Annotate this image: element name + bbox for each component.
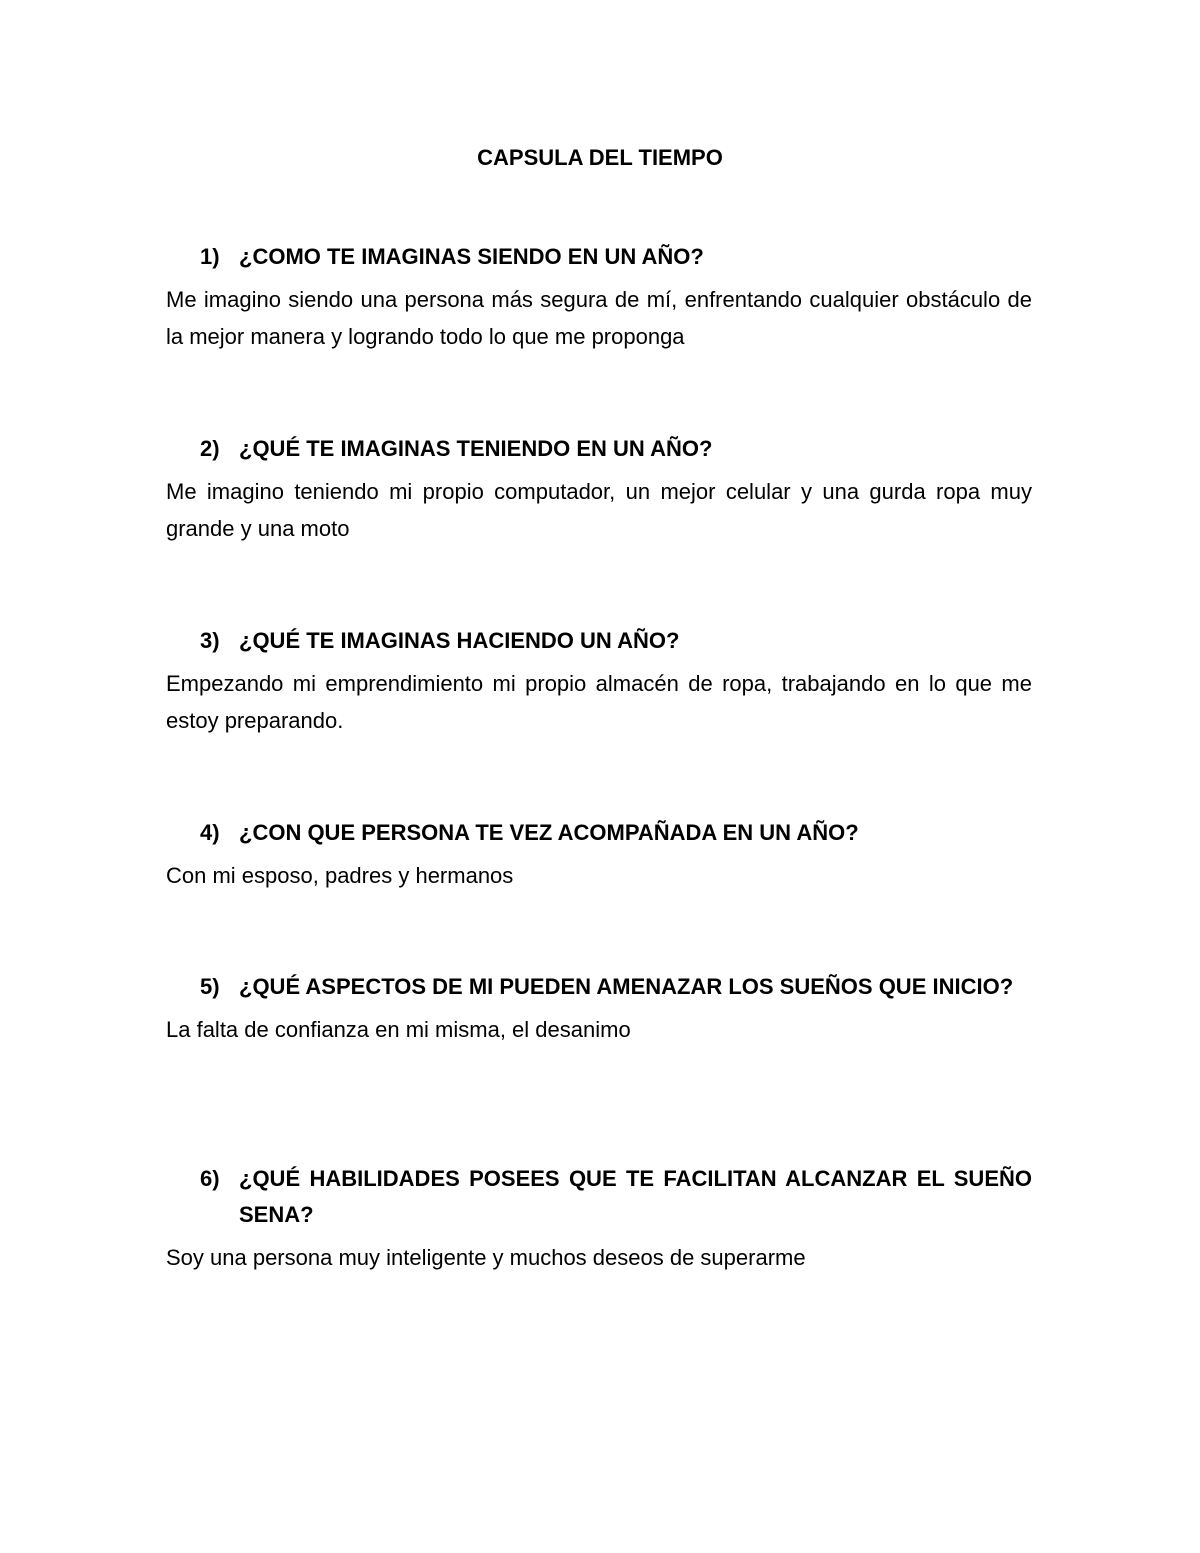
question-text: ¿QUÉ TE IMAGINAS TENIENDO EN UN AÑO? <box>239 436 713 461</box>
question-block-2 <box>166 431 1032 547</box>
question-block-3 <box>166 623 1032 739</box>
question-number: 6) <box>200 1166 220 1191</box>
question-block-6 <box>166 1161 1032 1276</box>
question-5 <box>166 969 1032 1005</box>
question-block-1 <box>166 239 1032 355</box>
answer-6: Soy una persona muy inteligente y muchos deseos de superarme <box>166 1245 806 1270</box>
question-4 <box>166 815 1032 851</box>
question-text: ¿QUÉ ASPECTOS DE MI PUEDEN AMENAZAR LOS SUEÑOS QUE INICIO? <box>239 974 1014 999</box>
question-number: 2) <box>200 436 220 461</box>
question-6 <box>166 1161 1032 1233</box>
question-text: ¿QUÉ TE IMAGINAS HACIENDO UN AÑO? <box>239 628 680 653</box>
question-block-5 <box>166 969 1032 1048</box>
question-number: 3) <box>200 628 220 653</box>
question-text: ¿QUÉ HABILIDADES POSEES QUE TE FACILITAN ALCANZAR EL SUEÑO SENA? <box>239 1166 1032 1227</box>
question-number: 1) <box>200 244 220 269</box>
question-2 <box>166 431 1032 467</box>
answer-3: Empezando mi emprendimiento mi propio almacén de ropa, trabajando en lo que me estoy preparando. <box>166 671 1032 733</box>
answer-1: Me imagino siendo una persona más segura de mí, enfrentando cualquier obstáculo de la mejor manera y logrando todo lo que me proponga <box>166 287 1032 349</box>
answer-5: La falta de confianza en mi misma, el desanimo <box>166 1017 631 1042</box>
answer-4: Con mi esposo, padres y hermanos <box>166 863 514 888</box>
question-block-4 <box>166 815 1032 894</box>
question-1 <box>166 239 1032 275</box>
question-3 <box>166 623 1032 659</box>
question-text: ¿CON QUE PERSONA TE VEZ ACOMPAÑADA EN UN AÑO? <box>239 820 859 845</box>
question-text: ¿COMO TE IMAGINAS SIENDO EN UN AÑO? <box>239 244 704 269</box>
question-number: 4) <box>200 820 220 845</box>
document-title: CAPSULA DEL TIEMPO <box>477 145 723 170</box>
question-number: 5) <box>200 974 220 999</box>
answer-2: Me imagino teniendo mi propio computador, un mejor celular y una gurda ropa muy grande y una moto <box>166 479 1032 541</box>
